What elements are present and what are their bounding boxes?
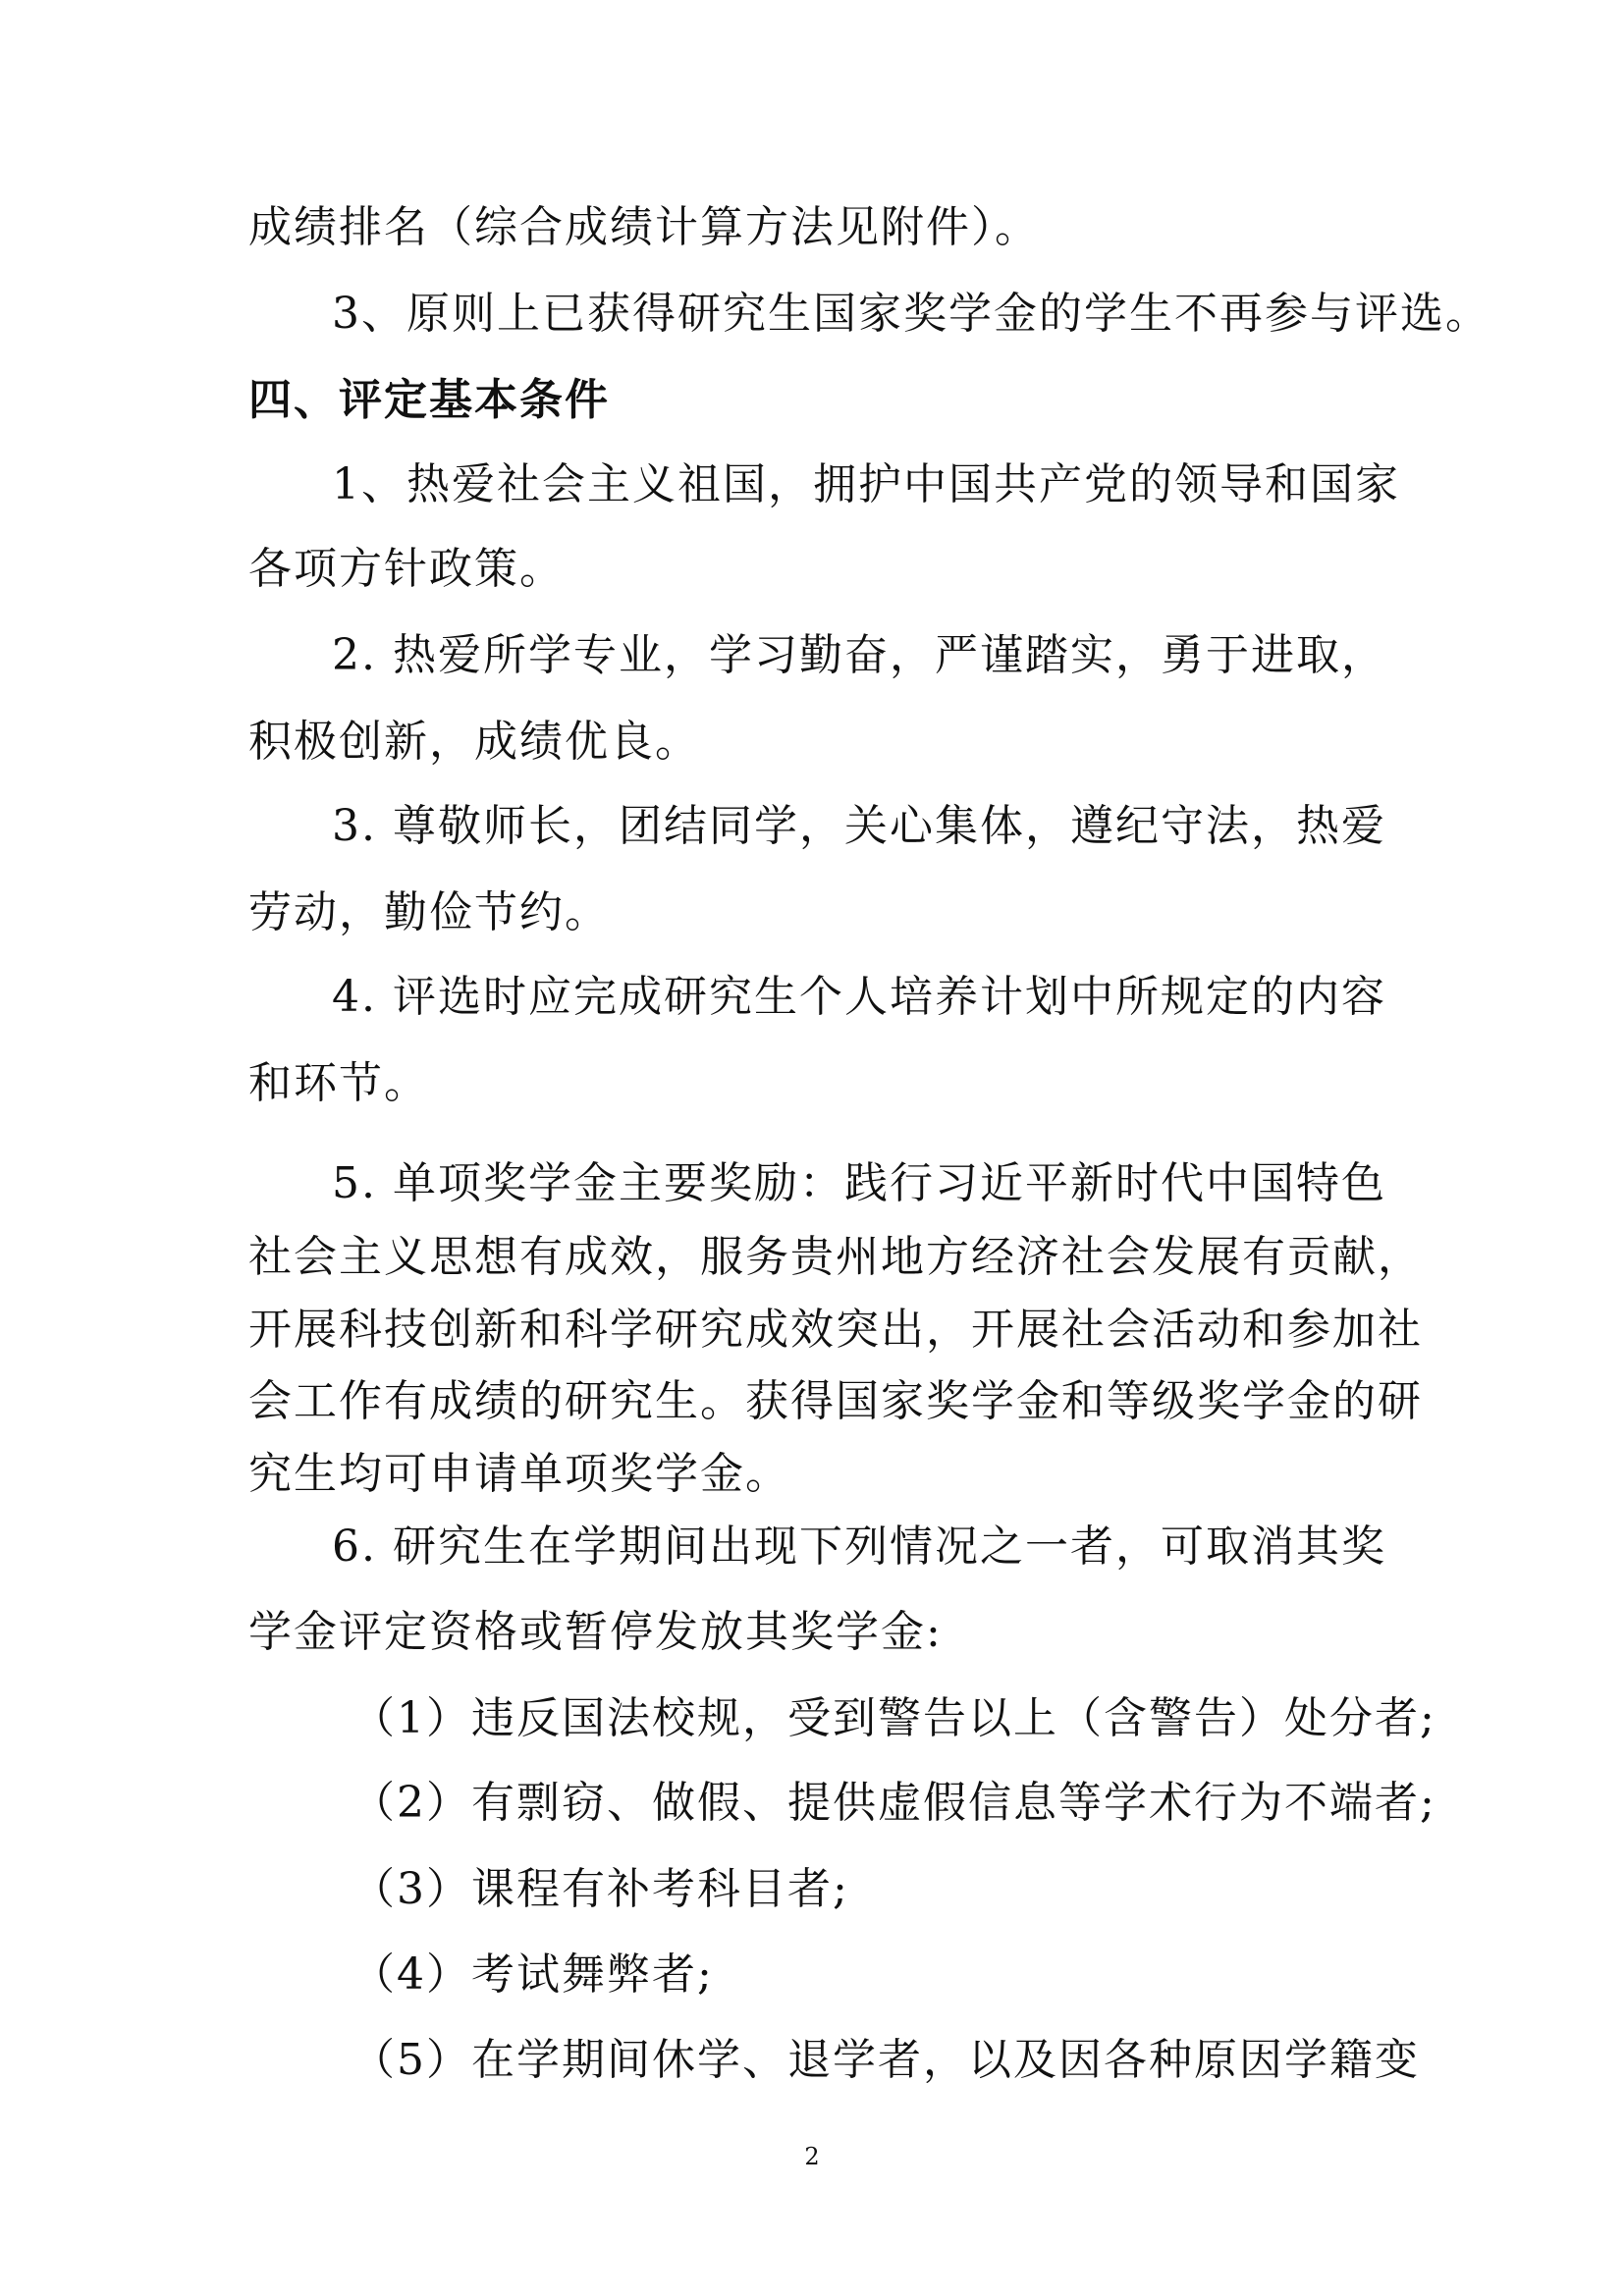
text-line: 6. 研究生在学期间出现下列情况之一者，可取消其奖: [332, 1522, 1386, 1572]
text-line: 4. 评选时应完成研究生个人培养计划中所规定的内容: [332, 972, 1386, 1022]
text-line: 开展科技创新和科学研究成效突出，开展社会活动和参加社: [248, 1305, 1423, 1355]
list-item: （3）课程有补考科目者;: [352, 1864, 849, 1914]
text-line: 成绩排名（综合成绩计算方法见附件）。: [248, 202, 1040, 252]
text-line: 学金评定资格或暂停发放其奖学金:: [248, 1607, 943, 1657]
text-line: 和环节。: [248, 1058, 429, 1108]
page-number: 2: [804, 2143, 820, 2170]
section-heading: 四、评定基本条件: [248, 375, 610, 425]
list-item: （2）有剽窃、做假、提供虚假信息等学术行为不端者;: [352, 1778, 1436, 1828]
text-line: 劳动，勤俭节约。: [248, 887, 610, 937]
text-line: 各项方针政策。: [248, 544, 565, 594]
list-item: （1）违反国法校规，受到警告以上（含警告）处分者;: [352, 1693, 1436, 1743]
text-line: 3、原则上已获得研究生国家奖学金的学生不再参与评选。: [332, 289, 1490, 339]
text-line: 5. 单项奖学金主要奖励：践行习近平新时代中国特色: [332, 1158, 1386, 1208]
list-item: （5）在学期间休学、退学者，以及因各种原因学籍变: [352, 2035, 1420, 2085]
text-line: 究生均可申请单项奖学金。: [248, 1449, 790, 1499]
text-line: 社会主义思想有成效，服务贵州地方经济社会发展有贡献，: [248, 1232, 1423, 1282]
text-line: 积极创新，成绩优良。: [248, 717, 700, 767]
text-line: 2. 热爱所学专业，学习勤奋，严谨踏实，勇于进取，: [332, 630, 1386, 680]
text-line: 3. 尊敬师长，团结同学，关心集体，遵纪守法，热爱: [332, 801, 1386, 851]
text-line: 1、热爱社会主义祖国，拥护中国共产党的领导和国家: [332, 459, 1400, 509]
text-line: 会工作有成绩的研究生。获得国家奖学金和等级奖学金的研: [248, 1376, 1423, 1426]
list-item: （4）考试舞弊者;: [352, 1949, 714, 2000]
